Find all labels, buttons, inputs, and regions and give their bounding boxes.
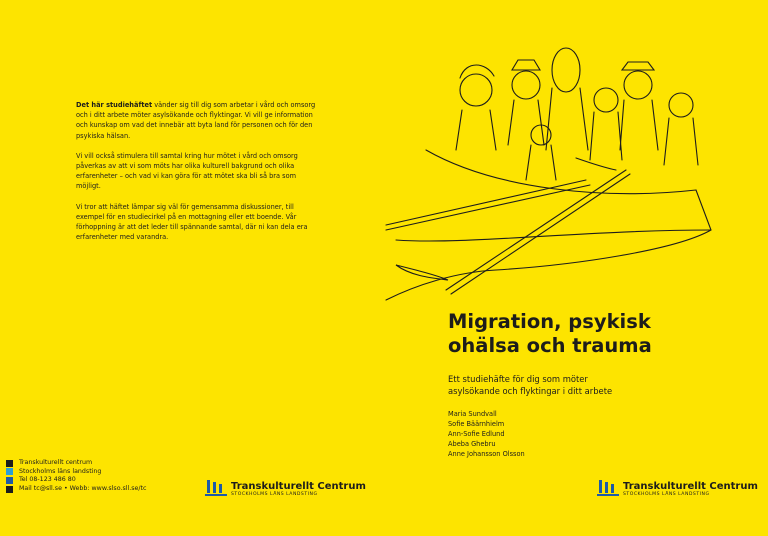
- logo-sub: STOCKHOLMS LÄNS LANDSTING: [623, 491, 710, 497]
- paragraph-2: [76, 151, 316, 192]
- title-line-2: ohälsa och trauma: [448, 334, 652, 357]
- author: Anne Johansson Olsson: [448, 450, 525, 458]
- logo-back: [205, 480, 366, 498]
- paragraph-text: Vi tror att häftet lämpar sig väl för gemensamma diskussioner, till exempel för en studiecirkel på en mottagning eller ett boende. Vår förhoppning är att det leder till spännande samtal, där ni kan dela era erfarenheter med varandra.: [76, 202, 308, 242]
- paragraph-3: [76, 202, 316, 243]
- contact-mail-web: Mail tc@sll.se • Webb: www.slso.sll.se/tc: [19, 484, 147, 492]
- square-light-blue: [6, 468, 13, 475]
- logo-mark-icon: [205, 480, 227, 498]
- paragraph-1: [76, 100, 316, 141]
- author: Abeba Ghebru: [448, 440, 496, 448]
- author-list: [448, 409, 525, 459]
- back-cover-text: [76, 100, 316, 252]
- square-dark: [6, 460, 13, 467]
- title-line-1: Migration, psykisk: [448, 310, 651, 333]
- logo-mark-icon: [597, 480, 619, 498]
- logo-front: [597, 480, 758, 498]
- boat-illustration: [376, 40, 716, 310]
- author: Ann-Sofie Edlund: [448, 430, 505, 438]
- author: Maria Sundvall: [448, 410, 497, 418]
- paragraph-lead: Det här studiehäftet: [76, 101, 153, 109]
- paragraph-text: Vi vill också stimulera till samtal kring hur mötet i vård och omsorg påverkas av att vi som möts har olika kulturell bakgrund och olika erfarenheter – och vad vi kan göra för att mötet ska bli så bra som möjligt.: [76, 151, 298, 191]
- square-blue: [6, 477, 13, 484]
- subtitle-line-2: asylsökande och flyktingar i ditt arbete: [448, 385, 613, 396]
- square-dark: [6, 486, 13, 493]
- contact-region: Stockholms läns landsting: [19, 467, 102, 475]
- logo-name: Transkulturellt Centrum: [231, 480, 366, 492]
- contact-block: [6, 459, 146, 493]
- author: Sofie Bäärnhielm: [448, 420, 505, 428]
- contact-org: Transkulturellt centrum: [19, 459, 93, 466]
- contact-phone: Tel 08-123 486 80: [19, 476, 76, 484]
- paragraph-text: vänder sig till dig som arbetar i vård och omsorg och i ditt arbete möter asylsökande och flyktingar. Vi vill ge information och kunskap om vad det innebär att byta land för personen och för den psykiska hälsan.: [76, 101, 316, 140]
- cover-title: [448, 310, 748, 358]
- cover-subtitle: [448, 374, 728, 397]
- logo-sub: STOCKHOLMS LÄNS LANDSTING: [231, 491, 318, 497]
- logo-name: Transkulturellt Centrum: [623, 480, 758, 492]
- subtitle-line-1: Ett studiehäfte för dig som möter: [448, 374, 588, 384]
